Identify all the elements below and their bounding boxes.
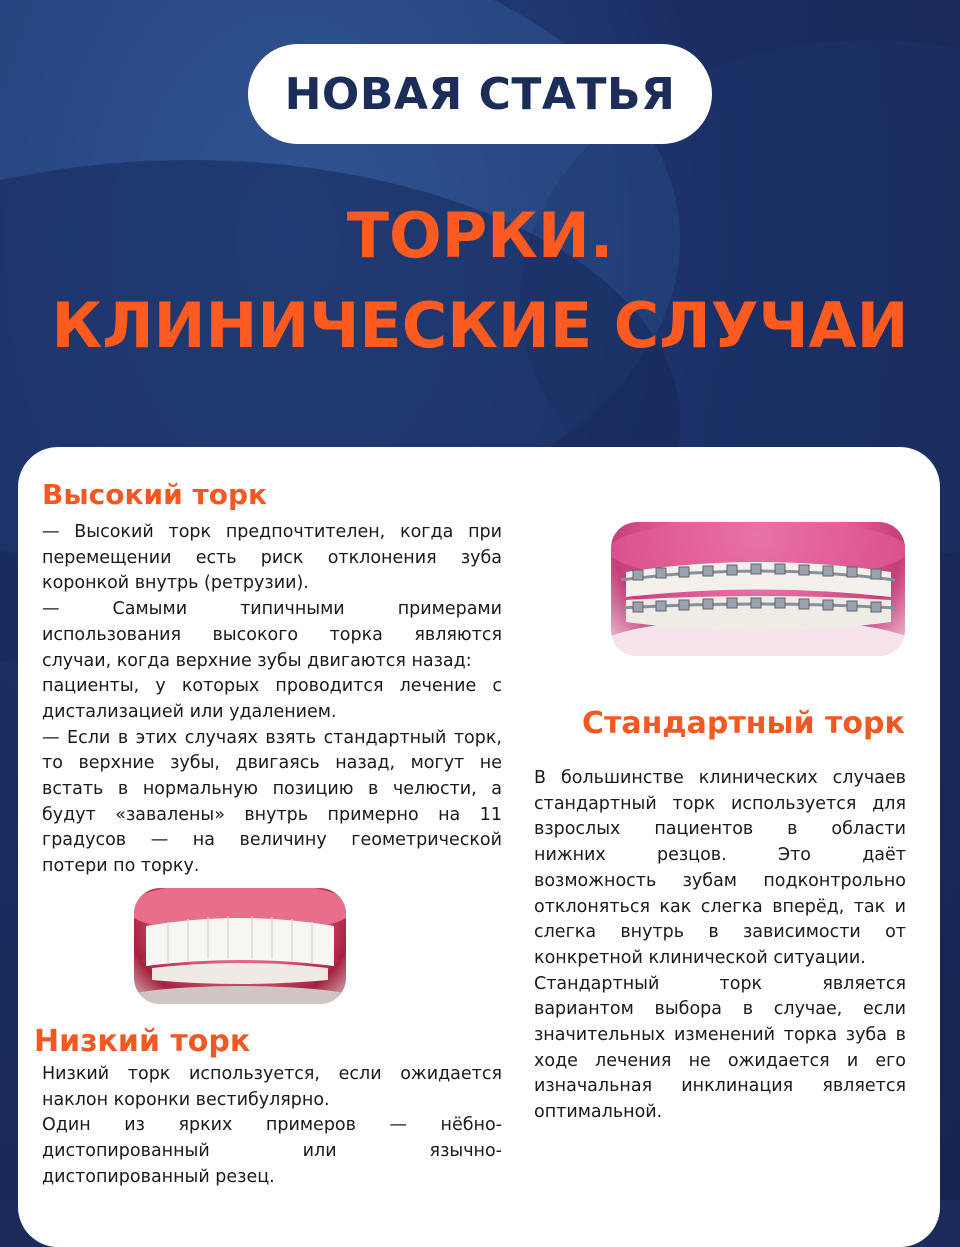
text-line: коронкой внутрь (ретрузии). bbox=[42, 573, 309, 594]
text-line: стандартный торк используется для bbox=[534, 793, 906, 814]
braces-photo bbox=[611, 522, 905, 656]
text-line: изначальная инклинация является bbox=[534, 1076, 906, 1097]
text-line: конкретной клинической ситуации. bbox=[534, 947, 866, 968]
text-line: наклон коронки вестибулярно. bbox=[42, 1089, 330, 1110]
text-line: пациенты, у которых проводится лечение с bbox=[42, 676, 502, 697]
text-line: Стандартный торк является bbox=[534, 973, 906, 994]
text-line: градусов — на величину геометрической bbox=[42, 830, 502, 851]
section-heading-low-torque: Низкий торк bbox=[34, 1024, 251, 1059]
text-line: В большинстве клинических случаев bbox=[534, 768, 906, 788]
teeth-photo bbox=[134, 888, 346, 1004]
section-heading-standard-torque: Стандартный торк bbox=[582, 706, 905, 741]
section-text-low-torque bbox=[42, 1062, 502, 1191]
text-line: взрослых пациентов в области bbox=[534, 819, 906, 840]
text-line: возможность зубам подконтрольно bbox=[534, 870, 906, 891]
text-line: дистализацией или удалением. bbox=[42, 701, 337, 722]
section-text-standard-torque bbox=[534, 766, 906, 1126]
text-line: нижних резцов. Это даёт bbox=[534, 845, 906, 866]
text-line: то верхние зубы, двигаясь назад, могут не bbox=[42, 753, 502, 774]
page-title-line-2: КЛИНИЧЕСКИЕ СЛУЧАИ bbox=[51, 289, 909, 362]
text-line: будут «завалены» внутрь примерно на 11 bbox=[42, 804, 502, 825]
text-line: потери по торку. bbox=[42, 856, 200, 877]
text-line: — Если в этих случаях взять стандартный торк, bbox=[42, 727, 502, 748]
text-line: слегка внутрь в зависимости от bbox=[534, 922, 906, 943]
section-text-high-torque bbox=[42, 520, 502, 880]
text-line: ходе лечения не ожидается и его bbox=[534, 1050, 906, 1071]
text-line: оптимальной. bbox=[534, 1102, 663, 1123]
section-heading-high-torque: Высокий торк bbox=[42, 478, 267, 511]
text-line: отклоняться как слегка вперёд, так и bbox=[534, 896, 906, 917]
text-line: использования высокого торка являются bbox=[42, 624, 502, 645]
text-line: Низкий торк используется, если ожидается bbox=[42, 1064, 502, 1084]
text-line: дистопированный резец. bbox=[42, 1166, 275, 1187]
text-line: дистопированный или язычно- bbox=[42, 1141, 502, 1162]
braces-illustration bbox=[611, 522, 905, 656]
new-article-badge: НОВАЯ СТАТЬЯ bbox=[248, 44, 712, 144]
text-line: значительных изменений торка зуба в bbox=[534, 1025, 906, 1046]
page-title-line-1: ТОРКИ. bbox=[346, 199, 614, 272]
text-line: вариантом выбора в случае, если bbox=[534, 999, 906, 1020]
text-line: — Самыми типичными примерами bbox=[42, 599, 502, 620]
text-line: случаи, когда верхние зубы двигаются назад: bbox=[42, 650, 472, 671]
teeth-illustration bbox=[134, 888, 346, 1004]
text-line: встать в нормальную позицию в челюсти, а bbox=[42, 779, 502, 800]
text-line: — Высокий торк предпочтителен, когда при bbox=[42, 522, 502, 542]
text-line: перемещении есть риск отклонения зуба bbox=[42, 547, 502, 568]
text-line: Один из ярких примеров — нёбно- bbox=[42, 1115, 502, 1136]
